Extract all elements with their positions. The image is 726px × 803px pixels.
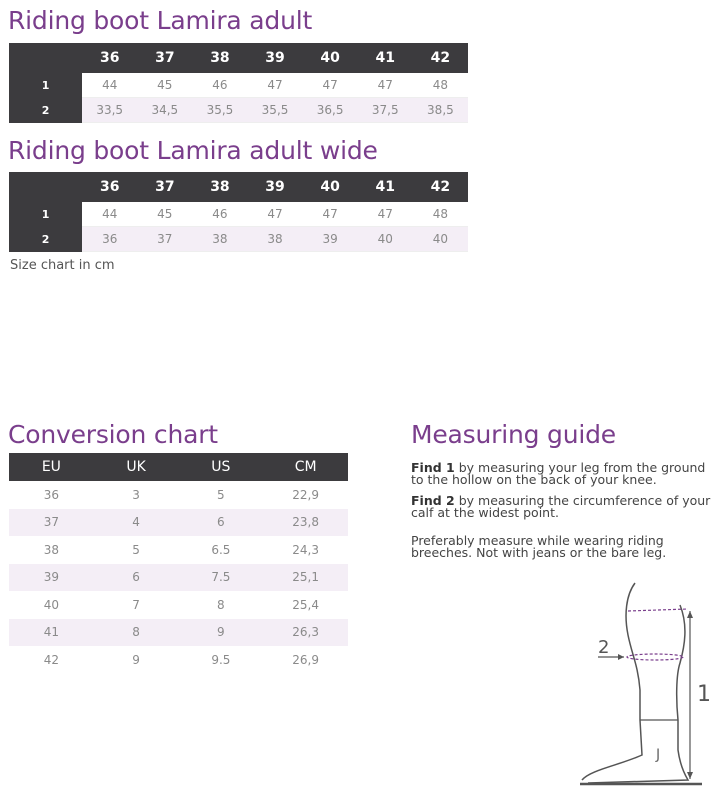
table-cell: 25,1 (263, 564, 348, 592)
table-cell: 48 (413, 202, 468, 227)
table-row (9, 564, 348, 592)
table-cell: 40 (358, 227, 413, 252)
leg-measurement-illustration (560, 575, 726, 800)
table-cell: 47 (358, 202, 413, 227)
conversion-header: UK (94, 453, 179, 481)
size-header: 37 (137, 43, 192, 73)
guide-title: Measuring guide (411, 420, 616, 449)
header-row (9, 453, 348, 481)
size-header (9, 172, 82, 202)
conversion-table (9, 453, 348, 674)
table-cell: 35,5 (247, 98, 302, 123)
table-cell: 47 (303, 73, 358, 98)
find1-text (411, 462, 711, 486)
table-cell: 46 (192, 202, 247, 227)
table2-title: Riding boot Lamira adult wide (8, 136, 378, 165)
find2-text (411, 495, 711, 519)
table-cell: 4 (94, 509, 179, 537)
table-row (9, 646, 348, 674)
table-row (9, 73, 468, 98)
table-cell: 7.5 (179, 564, 264, 592)
size-header: 42 (413, 43, 468, 73)
size-header: 40 (303, 172, 358, 202)
table-row (9, 481, 348, 509)
size-header: 39 (247, 172, 302, 202)
size-header: 40 (303, 43, 358, 73)
table-cell: 41 (9, 619, 94, 647)
find1-desc: by measuring your leg from the ground to the hollow on the back of your knee. (411, 460, 706, 487)
table-cell: 34,5 (137, 98, 192, 123)
table-cell: 26,9 (292, 652, 319, 667)
header-row (9, 43, 468, 73)
size-header: 39 (247, 43, 302, 73)
table-cell: 40 (43, 597, 60, 612)
guide-tip: Preferably measure while wearing riding breeches. Not with jeans or the bare leg. (411, 533, 667, 560)
table-cell: 9.5 (211, 652, 231, 667)
table-cell: 8 (217, 597, 225, 612)
table-cell: 39 (9, 564, 94, 592)
guide-instructions (411, 462, 711, 568)
table-cell: 38 (192, 227, 247, 252)
table-cell: 44 (82, 73, 137, 98)
table-cell: 36 (82, 227, 137, 252)
table-cell: 46 (192, 73, 247, 98)
table-row (9, 227, 468, 252)
table-cell: 47 (303, 202, 358, 227)
table-cell: 3 (132, 487, 140, 502)
table-cell: 42 (43, 652, 60, 667)
size-header: 42 (413, 172, 468, 202)
table-row (9, 619, 348, 647)
table-row (9, 536, 348, 564)
table-cell: 38,5 (413, 98, 468, 123)
table-cell: 48 (413, 73, 468, 98)
table-cell: 9 (179, 619, 264, 647)
table-cell: 38 (43, 542, 60, 557)
row-label: 1 (9, 73, 82, 98)
size-header: 36 (82, 172, 137, 202)
table-cell: 5 (217, 487, 225, 502)
table-cell: 6 (179, 509, 264, 537)
table-cell: 5 (132, 542, 140, 557)
table-cell: 9 (132, 652, 140, 667)
table-cell: 44 (82, 202, 137, 227)
table-cell: 47 (358, 73, 413, 98)
size-chart-note: Size chart in cm (10, 258, 115, 273)
table-cell: 33,5 (82, 98, 137, 123)
table-cell: 23,8 (263, 509, 348, 537)
row-label: 1 (9, 202, 82, 227)
table-row (9, 591, 348, 619)
find2-desc: by measuring the circumference of your calf at the widest point. (411, 493, 711, 520)
size-header: 38 (192, 172, 247, 202)
table-row (9, 202, 468, 227)
table-cell: 36 (43, 487, 60, 502)
table-cell: 39 (303, 227, 358, 252)
table-cell: 7 (132, 597, 140, 612)
svg-text:J: J (656, 747, 661, 763)
table-cell: 8 (94, 619, 179, 647)
table-cell: 25,4 (292, 597, 319, 612)
header-row (9, 172, 468, 202)
row-label: 2 (9, 227, 82, 252)
size-header: 36 (82, 43, 137, 73)
table-cell: 35,5 (192, 98, 247, 123)
find2-label: Find 2 (411, 493, 455, 508)
label-2: 2 (598, 637, 610, 658)
size-header: 41 (358, 43, 413, 73)
table1-title: Riding boot Lamira adult (8, 6, 313, 35)
table-cell: 37 (137, 227, 192, 252)
table-cell: 47 (247, 73, 302, 98)
table-cell: 40 (413, 227, 468, 252)
label-1: 1 (697, 682, 711, 707)
table-cell: 26,3 (263, 619, 348, 647)
table-cell: 22,9 (292, 487, 319, 502)
table-row (9, 98, 468, 123)
table-cell: 38 (247, 227, 302, 252)
size-header (9, 43, 82, 73)
table-cell: 24,3 (292, 542, 319, 557)
table-row (9, 509, 348, 537)
conversion-header: EU (9, 453, 94, 481)
conversion-header: US (179, 453, 264, 481)
size-header: 37 (137, 172, 192, 202)
table-cell: 36,5 (303, 98, 358, 123)
conversion-header: CM (263, 453, 348, 481)
conversion-title: Conversion chart (8, 420, 218, 449)
table-cell: 45 (137, 202, 192, 227)
table-cell: 6 (94, 564, 179, 592)
table-cell: 45 (137, 73, 192, 98)
table-cell: 37 (9, 509, 94, 537)
table-cell: 47 (247, 202, 302, 227)
row-label: 2 (9, 98, 82, 123)
find1-label: Find 1 (411, 460, 455, 475)
table-cell: 37,5 (358, 98, 413, 123)
size-table-adult (9, 43, 468, 123)
size-table-adult-wide (9, 172, 468, 252)
table-cell: 6.5 (211, 542, 231, 557)
size-header: 41 (358, 172, 413, 202)
size-header: 38 (192, 43, 247, 73)
